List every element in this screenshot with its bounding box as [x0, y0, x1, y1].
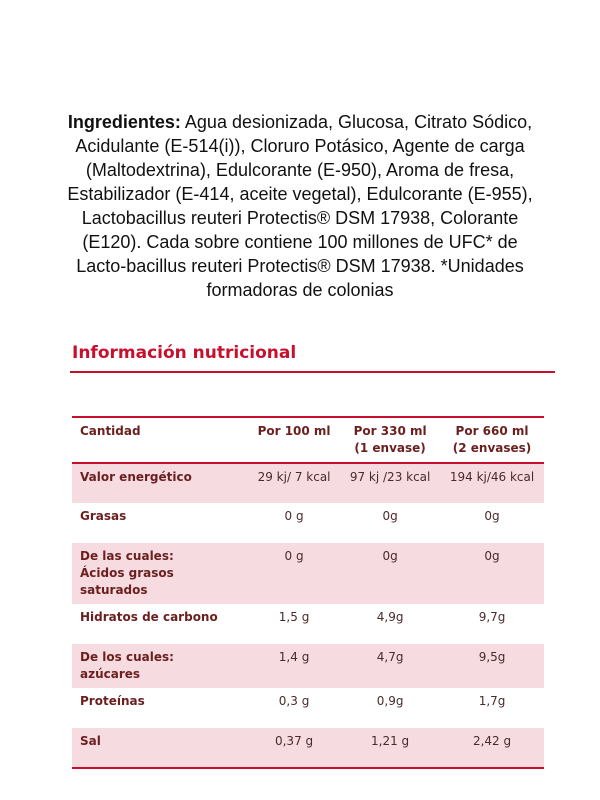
row-value-100ml: 1,5 g	[278, 610, 310, 624]
row-value-660ml: 194 kj/46 kcal	[449, 470, 535, 484]
row-value-660ml: 0g	[484, 549, 500, 563]
header-per-660ml-line2: (2 envases)	[452, 441, 532, 455]
row-label: Proteínas	[80, 694, 145, 708]
table-row	[72, 543, 544, 604]
header-per-330ml-line2: (1 envase)	[354, 441, 426, 455]
row-value-660ml: 1,7g	[478, 694, 506, 708]
header-per-330ml	[340, 417, 440, 463]
row-label-line2: azúcares	[80, 667, 141, 681]
row-value-660ml: 9,5g	[478, 650, 506, 664]
row-value-100ml: 29 kj/ 7 kcal	[257, 470, 331, 484]
header-cantidad: Cantidad	[80, 424, 141, 438]
row-value-100ml: 0 g	[284, 509, 304, 523]
row-label-line1: De los cuales:	[80, 650, 174, 664]
row-label-line1: De las cuales:	[80, 549, 174, 563]
row-label-line2: Ácidos grasos saturados	[80, 566, 174, 597]
ingredients-heading: Ingredientes:	[67, 112, 181, 132]
nutrition-table	[72, 416, 544, 769]
row-value-330ml: 1,21 g	[371, 734, 410, 748]
header-per-660ml	[440, 417, 544, 463]
row-value-100ml: 1,4 g	[278, 650, 310, 664]
row-value-100ml: 0,37 g	[274, 734, 314, 748]
table-row	[72, 644, 544, 688]
row-label: Hidratos de carbono	[80, 610, 218, 624]
row-label	[72, 644, 248, 688]
row-label	[72, 543, 248, 604]
table-row	[72, 604, 544, 644]
row-value-330ml: 0g	[382, 549, 398, 563]
ingredients-paragraph	[55, 110, 545, 302]
header-per-660ml-line1: Por 660 ml	[455, 424, 529, 438]
table-header-row	[72, 417, 544, 463]
table-row	[72, 503, 544, 543]
header-per-100ml: Por 100 ml	[257, 424, 331, 438]
table-row	[72, 463, 544, 503]
row-value-660ml: 9,7g	[478, 610, 506, 624]
nutrition-title: Información nutricional	[72, 343, 297, 363]
header-per-330ml-line1: Por 330 ml	[353, 424, 427, 438]
row-value-330ml: 4,9g	[376, 610, 404, 624]
row-value-660ml: 2,42 g	[472, 734, 512, 748]
row-label: Sal	[80, 734, 101, 748]
ingredients-text: Agua desionizada, Glucosa, Citrato Sódico, Acidulante (E-514(i)), Cloruro Potásico, Agente de carga (Maltodextrina), Edulcorante (E-950), Aroma de fresa, Estabilizador (E-414, aceite vegetal), Edulcorante (E-955), Lactobacillus reuteri Protectis® DSM 17938, Colorante (E120). Cada sobre contiene 100 millones de UFC* de Lacto-bacillus reuteri Protectis® DSM 17938. *Unidades formadoras de colonias	[67, 112, 533, 300]
row-value-100ml: 0,3 g	[278, 694, 310, 708]
table-row	[72, 728, 544, 768]
table-row	[72, 688, 544, 728]
row-value-330ml: 0g	[382, 509, 398, 523]
row-value-330ml: 4,7g	[376, 650, 404, 664]
row-value-330ml: 97 kj /23 kcal	[349, 470, 431, 484]
title-divider	[70, 371, 555, 373]
row-value-330ml: 0,9g	[376, 694, 404, 708]
row-value-100ml: 0 g	[284, 549, 304, 563]
row-label: Valor energético	[80, 470, 192, 484]
row-value-660ml: 0g	[484, 509, 500, 523]
row-label: Grasas	[80, 509, 127, 523]
